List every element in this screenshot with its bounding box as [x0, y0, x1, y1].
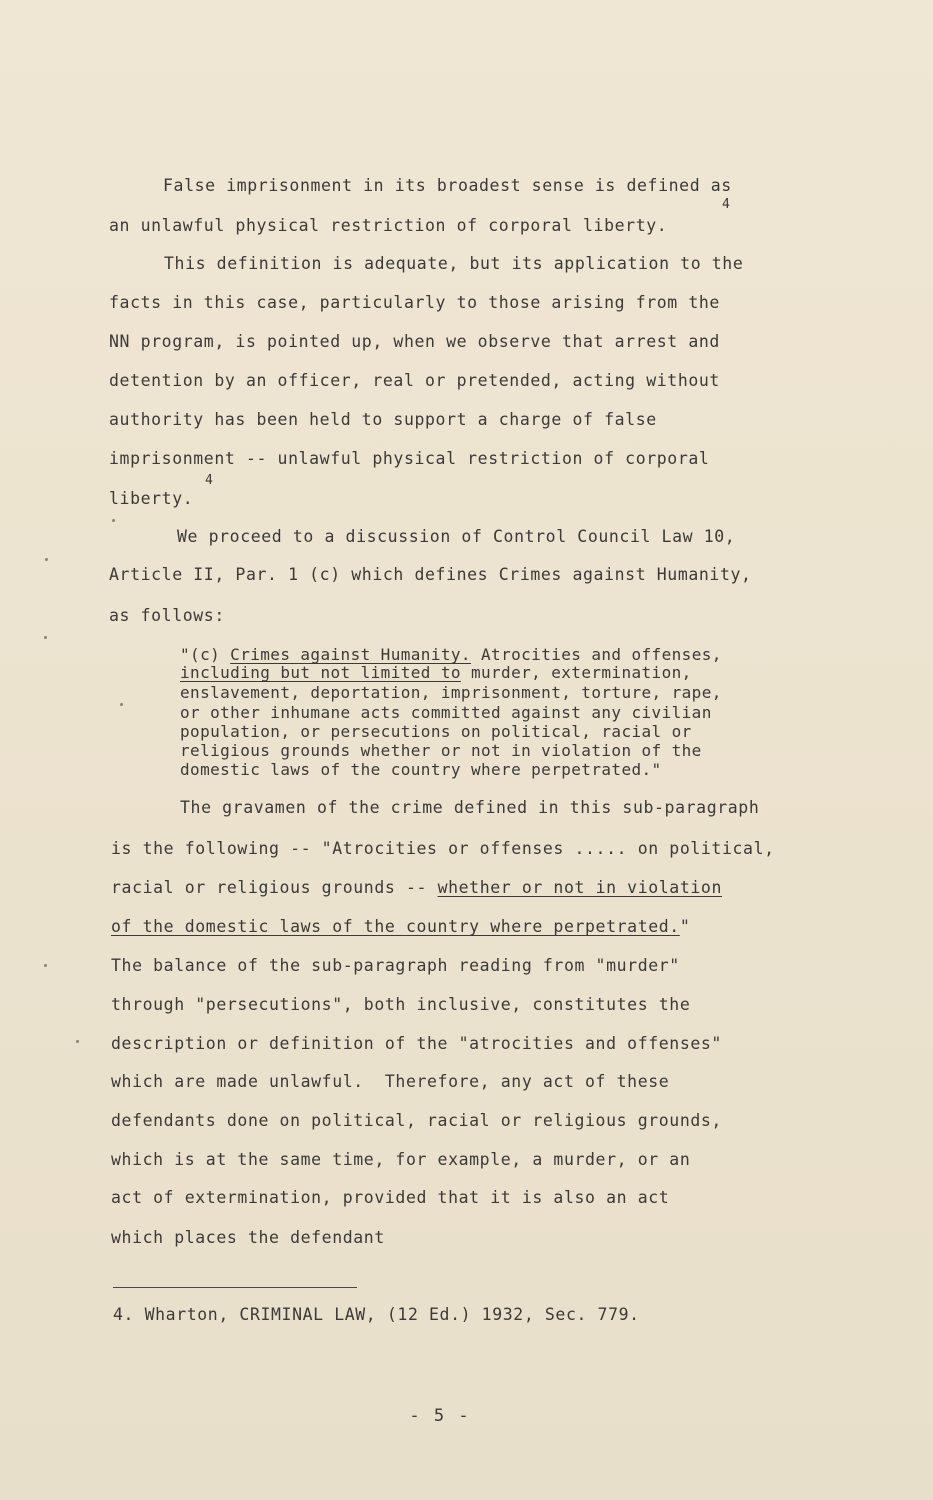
page-number: - 5 - [409, 1406, 471, 1426]
paragraph-4-line-11: act of extermination, provided that it is also an act [111, 1188, 670, 1207]
paragraph-1-line-2: an unlawful physical restriction of corporal liberty. [109, 216, 668, 235]
footnote-ref: 4 [205, 473, 213, 488]
paragraph-2-line-4: detention by an officer, real or pretended, acting without [109, 371, 720, 390]
paragraph-4-line-7: description or definition of the "atrocities and offenses" [111, 1034, 722, 1053]
quotation-line-2 [180, 665, 692, 681]
paragraph-4-line-12: which places the defendant [111, 1228, 385, 1247]
paragraph-3-line-3: as follows: [109, 606, 225, 625]
quotation-line-3: enslavement, deportation, imprisonment, torture, rape, [180, 683, 722, 702]
paper-speck [120, 703, 123, 706]
paragraph-3-line-1: We proceed to a discussion of Control Council Law 10, [177, 527, 736, 546]
paragraph-4-line-1: The gravamen of the crime defined in this sub-paragraph [180, 798, 760, 817]
footnote-divider [113, 1287, 357, 1288]
underlined-clause-start: whether or not in violation [437, 878, 722, 897]
quotation-line-2-rest: murder, extermination, [460, 663, 692, 682]
paper-speck [45, 558, 48, 561]
footnote-ref: 4 [722, 197, 730, 212]
paragraph-2-line-2: facts in this case, particularly to those arising from the [109, 293, 720, 312]
paragraph-4-line-3-plain: racial or religious grounds -- [111, 878, 438, 897]
footnote-text: 4. Wharton, CRIMINAL LAW, (12 Ed.) 1932, Sec. 779. [113, 1305, 640, 1324]
quotation-line-7: domestic laws of the country where perpetrated." [180, 760, 662, 779]
paragraph-4-line-4-rest: " [679, 917, 691, 936]
quotation-line-6: religious grounds whether or not in violation of the [180, 741, 702, 760]
paragraph-4-line-8: which are made unlawful. Therefore, any act of these [111, 1072, 670, 1091]
paragraph-4-line-2: is the following -- "Atrocities or offenses ..... on political, [111, 839, 775, 858]
quotation-underlined-phrase: including but not limited to [180, 663, 461, 682]
paragraph-4-line-6: through "persecutions", both inclusive, constitutes the [111, 995, 691, 1014]
paragraph-2-line-3: NN program, is pointed up, when we observe that arrest and [109, 332, 720, 351]
quotation-line-4: or other inhumane acts committed against any civilian [180, 703, 712, 722]
paper-speck [44, 964, 47, 967]
paragraph-4-line-9: defendants done on political, racial or religious grounds, [111, 1111, 722, 1130]
paragraph-2-line-1: This definition is adequate, but its application to the [164, 254, 744, 273]
underlined-clause-end: of the domestic laws of the country where perpetrated. [111, 917, 680, 936]
paragraph-1-line-1: False imprisonment in its broadest sense is defined as [163, 176, 732, 195]
quotation-prefix: "(c) [180, 645, 231, 664]
paragraph-2-line-6: imprisonment -- unlawful physical restriction of corporal [109, 449, 710, 468]
paragraph-4-line-3 [111, 880, 722, 897]
quotation-line-1 [180, 647, 722, 663]
paragraph-4-line-10: which is at the same time, for example, a murder, or an [111, 1150, 691, 1169]
paragraph-4-line-5: The balance of the sub-paragraph reading from "murder" [111, 956, 680, 975]
paragraph-2-line-7: liberty. [109, 489, 194, 508]
paper-speck [44, 636, 47, 639]
quotation-heading: Crimes against Humanity. [230, 645, 471, 664]
quotation-line-5: population, or persecutions on political, racial or [180, 722, 692, 741]
paragraph-3-line-2: Article II, Par. 1 (c) which defines Crimes against Humanity, [109, 565, 752, 584]
paragraph-2-line-5: authority has been held to support a charge of false [109, 410, 657, 429]
quotation-line-1-rest: Atrocities and offenses, [470, 645, 722, 664]
paper-speck [112, 519, 115, 522]
paper-speck [76, 1040, 79, 1043]
paragraph-4-line-4 [111, 919, 690, 936]
